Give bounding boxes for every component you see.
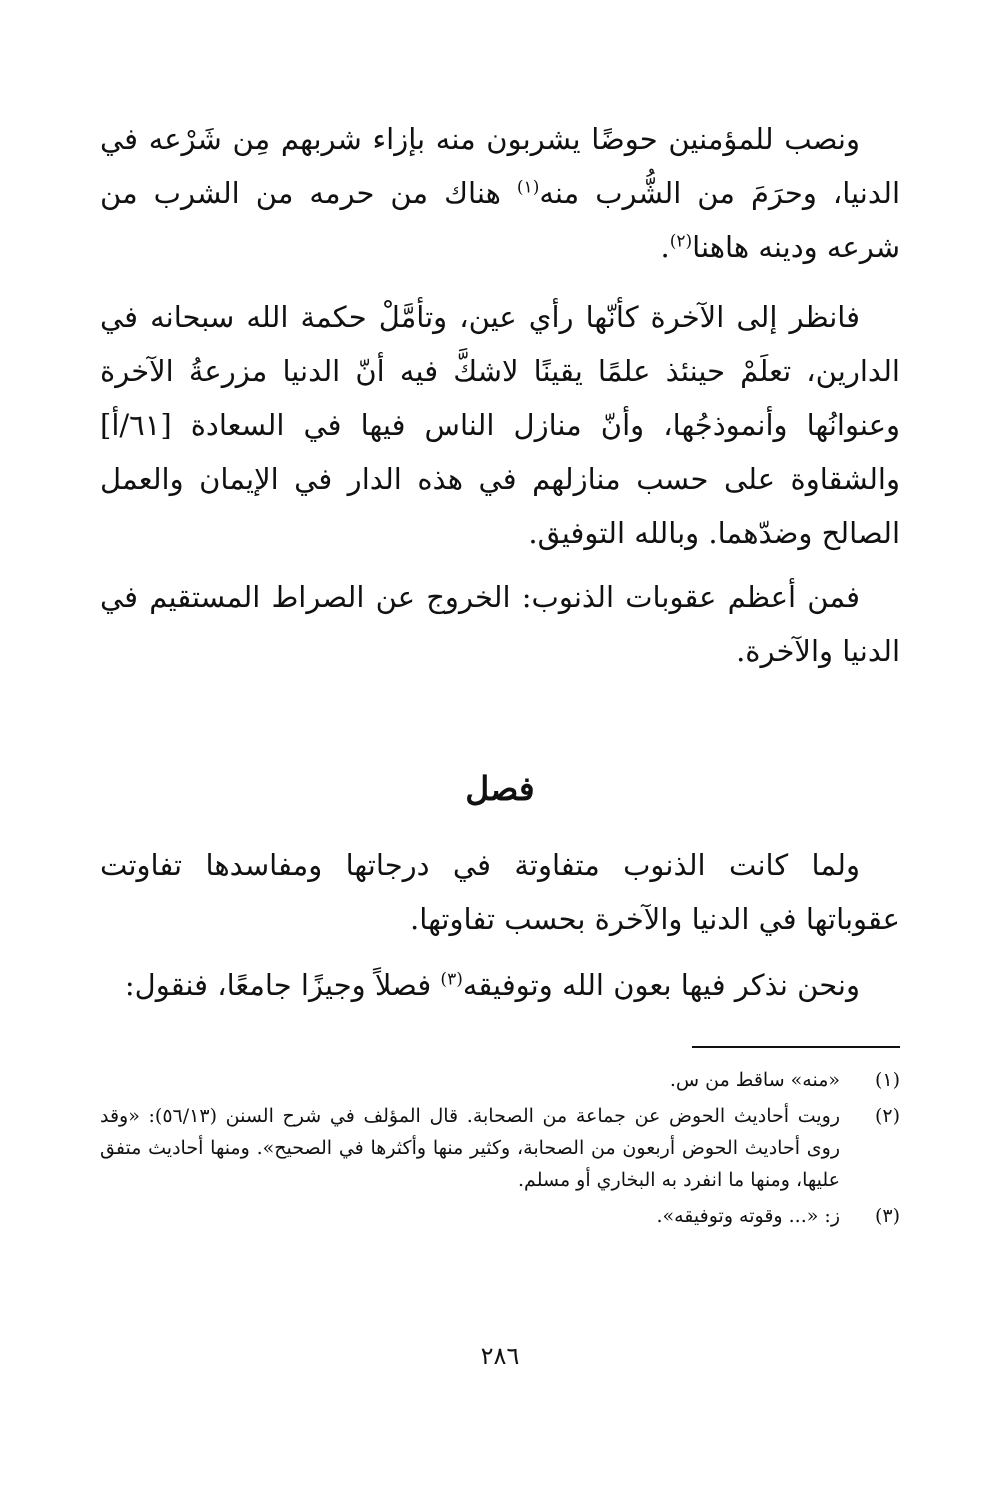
section-paragraph-1: ولما كانت الذنوب متفاوتة في درجاتها ومفاسدها تفاوتت عقوباتها في الدنيا والآخرة بحسب تفاوتها. bbox=[100, 848, 900, 936]
footnote-ref-1: (١) bbox=[516, 177, 540, 198]
page-number: ٢٨٦ bbox=[480, 1342, 520, 1370]
paragraph-1-text-start: ونصب للمؤمنين حوضًا يشربون منه بإزاء شربهم مِن شَرْعه في الدنيا، وحرَمَ من الشُّرب منه bbox=[100, 122, 900, 210]
footnote-2 bbox=[100, 1100, 900, 1196]
paragraph-3: فمن أعظم عقوبات الذنوب: الخروج عن الصراط المستقيم في الدنيا والآخرة. bbox=[100, 580, 900, 668]
footnote-number: (٣) bbox=[874, 1205, 900, 1227]
section-paragraph-2 bbox=[100, 958, 900, 1012]
book-page bbox=[100, 100, 900, 1400]
footnote-divider bbox=[692, 1046, 900, 1048]
footnote-3 bbox=[100, 1200, 900, 1232]
section-paragraph-2-text-start: ونحن نذكر فيها بعون الله وتوفيقه bbox=[462, 968, 860, 1002]
paragraph-2: فانظر إلى الآخرة كأنّها رأي عين، وتأمَّلْ حكمة الله سبحانه في الدارين، تعلَمْ حينئذ علمًا يقينًا لاشكَّ فيه أنّ الدنيا مزرعةُ الآخرة وعنوانُها وأنموذجُها، وأنّ منازل الناس فيها في السعادة [٦١/أ] والشقاوة على حسب منازلهم في هذه الدار في الإيمان والعمل الصالح وضدّهما. وبالله التوفيق. bbox=[100, 300, 900, 550]
section-paragraph-2-text-end: فصلاً وجيزًا جامعًا، فنقول: bbox=[124, 968, 441, 1002]
footnotes bbox=[100, 1064, 900, 1236]
footnote-number: (٢) bbox=[874, 1105, 900, 1127]
footnote-ref-3: (٣) bbox=[440, 969, 463, 990]
footnote-text: ز: «... وقوته وتوفيقه». bbox=[656, 1205, 840, 1227]
footnote-1 bbox=[100, 1064, 900, 1096]
footnote-number: (١) bbox=[874, 1069, 900, 1091]
footnote-text: رويت أحاديث الحوض عن جماعة من الصحابة. قال المؤلف في شرح السنن (٥٦/١٣): «وقد روى أحاديث الحوض أربعون من الصحابة، وكثير منها وأكثرها في الصحيح». ومنها أحاديث متفق عليها، ومنها ما انفرد به البخاري أو مسلم. bbox=[100, 1105, 840, 1191]
section-title: فصل bbox=[465, 769, 535, 808]
paragraph-1-text-end: . bbox=[660, 230, 670, 264]
footnote-text: «منه» ساقط من س. bbox=[669, 1069, 840, 1091]
paragraph-1-text-middle: هناك من حرمه من الشرب من شرعه ودينه هاهنا bbox=[100, 176, 900, 264]
footnote-ref-2: (٢) bbox=[669, 231, 693, 252]
paragraph-1 bbox=[100, 112, 900, 274]
